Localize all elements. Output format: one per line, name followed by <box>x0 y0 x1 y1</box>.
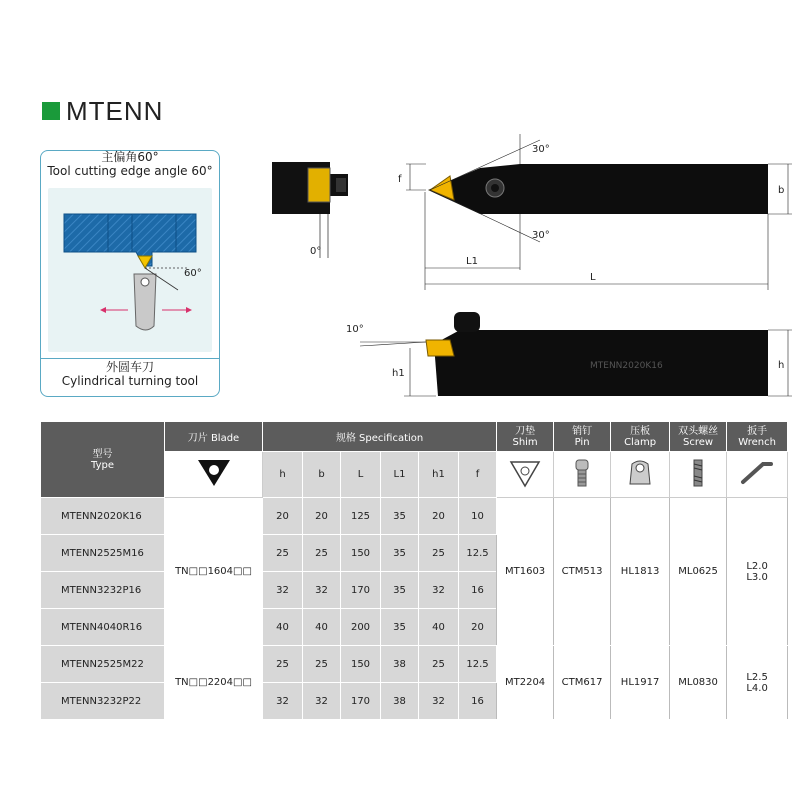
type-cell: MTENN2525M16 <box>41 535 165 572</box>
type-cell: MTENN3232P16 <box>41 572 165 609</box>
value-cell: 32 <box>263 683 303 720</box>
clamp-icon <box>611 452 670 498</box>
shim-icon <box>497 452 554 498</box>
value-cell: 32 <box>419 683 459 720</box>
panel-top-en: Tool cutting edge angle 60° <box>47 164 213 178</box>
value-cell: 150 <box>341 646 381 683</box>
spec-header: 规格 Specification <box>263 422 497 452</box>
pin-cell: CTM513 <box>554 498 611 646</box>
blade-header: 刀片 Blade <box>165 422 263 452</box>
wrench-header: 扳手 Wrench <box>727 422 788 452</box>
feed-right-arrow-icon <box>186 307 192 313</box>
clamp-header: 压板 Clamp <box>611 422 670 452</box>
dim-l1-label: L1 <box>466 256 478 267</box>
value-cell: 40 <box>419 609 459 646</box>
value-cell: 40 <box>263 609 303 646</box>
col-h: h <box>263 452 303 498</box>
technical-drawing <box>250 130 800 410</box>
table-row <box>41 498 788 535</box>
shim-header: 刀垫 Shim <box>497 422 554 452</box>
value-cell: 35 <box>381 609 419 646</box>
value-cell: 125 <box>341 498 381 535</box>
value-cell: 12.5 <box>459 646 497 683</box>
value-cell: 25 <box>419 535 459 572</box>
pin-header: 销钉 Pin <box>554 422 611 452</box>
wrench-icon <box>727 452 788 498</box>
wrench-cell: L2.5 L4.0 <box>727 646 788 720</box>
value-cell: 32 <box>419 572 459 609</box>
panel-bottom-cn: 外圆车刀 <box>105 360 154 374</box>
value-cell: 38 <box>381 683 419 720</box>
shim-cell: MT1603 <box>497 498 554 646</box>
triangle-insert-icon <box>165 452 263 498</box>
panel-divider <box>40 358 220 359</box>
body-marking: MTENN2020K16 <box>590 361 663 371</box>
title-marker <box>42 102 60 120</box>
value-cell: 32 <box>303 683 341 720</box>
feed-left-arrow-icon <box>100 307 106 313</box>
value-cell: 16 <box>459 683 497 720</box>
value-cell: 20 <box>459 609 497 646</box>
dim-h1-label: h1 <box>392 368 405 379</box>
type-header: 型号 Type <box>41 422 165 498</box>
type-cell: MTENN4040R16 <box>41 609 165 646</box>
blade-cell: TN□□2204□□ <box>165 646 263 720</box>
dim-l-label: L <box>590 272 596 283</box>
turning-illustration <box>48 188 212 352</box>
value-cell: 25 <box>303 535 341 572</box>
angle-top-label: 30° <box>532 144 550 155</box>
illustration-area <box>48 188 212 352</box>
screw-cell: ML0625 <box>670 498 727 646</box>
value-cell: 35 <box>381 535 419 572</box>
screw-icon <box>670 452 727 498</box>
table-row <box>41 646 788 683</box>
shim-cell: MT2204 <box>497 646 554 720</box>
panel-caption-bottom <box>40 360 220 388</box>
panel-caption-top <box>40 150 220 178</box>
panel-bottom-en: Cylindrical turning tool <box>61 374 199 388</box>
value-cell: 32 <box>263 572 303 609</box>
col-b: b <box>303 452 341 498</box>
top-view <box>398 134 792 290</box>
col-f: f <box>459 452 497 498</box>
pin-cell: CTM617 <box>554 646 611 720</box>
angle-front-label: 0° <box>310 246 322 257</box>
value-cell: 200 <box>341 609 381 646</box>
value-cell: 25 <box>263 646 303 683</box>
type-cell: MTENN3232P22 <box>41 683 165 720</box>
value-cell: 10 <box>459 498 497 535</box>
page-title: MTENN <box>66 96 164 126</box>
angle-bottom-label: 30° <box>532 230 550 241</box>
spec-table <box>40 421 788 720</box>
screw-cell: ML0830 <box>670 646 727 720</box>
type-cell: MTENN2020K16 <box>41 498 165 535</box>
value-cell: 35 <box>381 572 419 609</box>
value-cell: 40 <box>303 609 341 646</box>
value-cell: 25 <box>303 646 341 683</box>
dim-b-label: b <box>778 185 785 196</box>
panel-top-cn: 主偏角60° <box>101 150 159 164</box>
screw-header: 双头螺丝 Screw <box>670 422 727 452</box>
type-cell: MTENN2525M22 <box>41 646 165 683</box>
col-l1: L1 <box>381 452 419 498</box>
front-view <box>272 162 348 258</box>
value-cell: 20 <box>419 498 459 535</box>
panel-angle-label: 60° <box>184 268 202 279</box>
value-cell: 170 <box>341 572 381 609</box>
value-cell: 20 <box>263 498 303 535</box>
side-view <box>346 312 792 396</box>
value-cell: 32 <box>303 572 341 609</box>
clamp-cell: HL1917 <box>611 646 670 720</box>
value-cell: 170 <box>341 683 381 720</box>
value-cell: 25 <box>263 535 303 572</box>
value-cell: 20 <box>303 498 341 535</box>
angle-side-label: 10° <box>346 324 364 335</box>
wrench-cell: L2.0 L3.0 <box>727 498 788 646</box>
value-cell: 150 <box>341 535 381 572</box>
col-l: L <box>341 452 381 498</box>
value-cell: 38 <box>381 646 419 683</box>
value-cell: 16 <box>459 572 497 609</box>
col-h1: h1 <box>419 452 459 498</box>
dim-f-label: f <box>398 174 402 185</box>
clamp-cell: HL1813 <box>611 498 670 646</box>
pin-icon <box>554 452 611 498</box>
value-cell: 12.5 <box>459 535 497 572</box>
blade-cell: TN□□1604□□ <box>165 498 263 646</box>
value-cell: 35 <box>381 498 419 535</box>
value-cell: 25 <box>419 646 459 683</box>
dim-h-label: h <box>778 360 785 371</box>
